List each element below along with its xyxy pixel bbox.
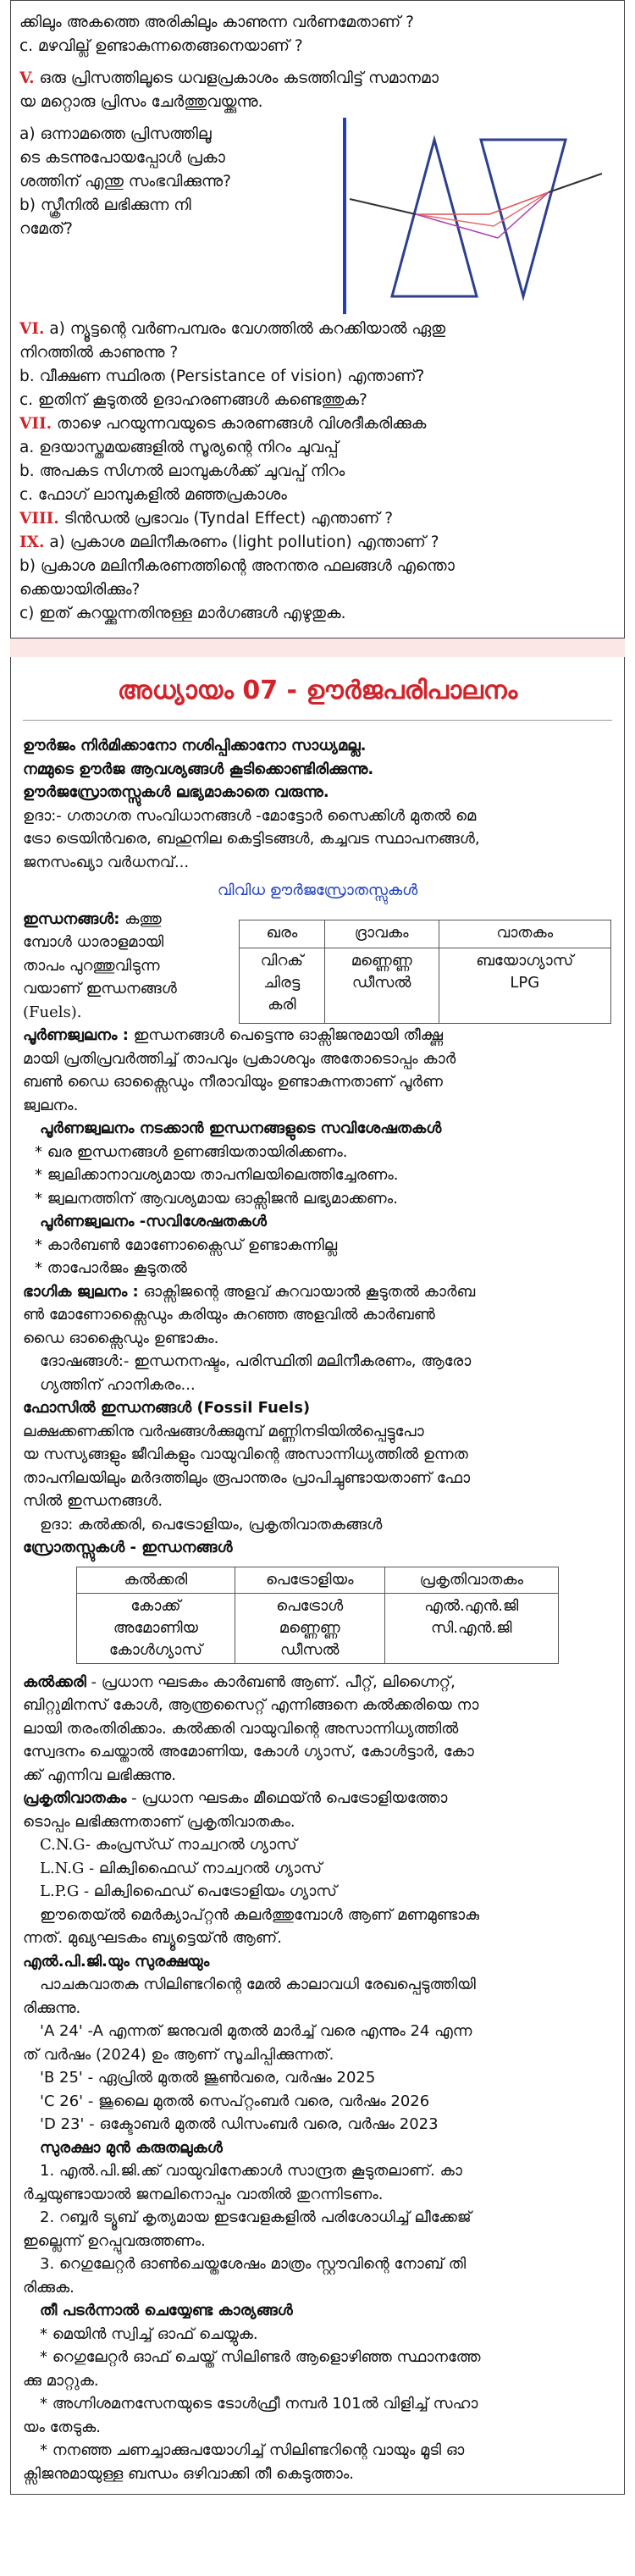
abbreviation: L.N.G -: [40, 1859, 95, 1877]
definition-text: - പ്രധാന ഘടകം മീഥെയ്ൻ പെട്രോളിയത്തോ: [126, 1789, 448, 1807]
example-line: ഉദാ:- ഗതാഗത സംവിധാനങ്ങൾ -മോട്ടോർ സൈക്കിൾ മുതൽ മെ: [23, 806, 477, 825]
table-cell: എൽ.എൻ.ജി സി.എൻ.ജി: [384, 1593, 558, 1663]
question-line: a. ഉദയാസ്തമയങ്ങളിൽ സൂര്യന്റെ നിറം ചുവപ്പ്: [19, 439, 339, 456]
definition-text: ഇന്ധനങ്ങൾ പെട്ടെന്നു ഓക്സിജനുമായി തീക്ഷ്ണ: [128, 1026, 444, 1044]
definition-text: ഓക്സിജന്റെ അളവ് കുറവായാൽ കൂടുതൽ കാർബ: [138, 1282, 476, 1301]
subheading: പൂർണജ്വലനം -സവിശേഷതകൾ: [40, 1213, 267, 1230]
question-number: IX.: [19, 533, 45, 551]
example-line: ട്രോ ട്രെയിൻവരെ, ബഹുനില കെട്ടിടങ്ങൾ, കച്ചവട സ്ഥാപനങ്ങൾ,: [23, 830, 480, 848]
question-line: ടെ കടന്നുപോയപ്പോൾ പ്രകാ: [19, 149, 225, 167]
list-item: * അഗ്നിശമനസേനയുടെ ടോൾഫ്രീ നമ്പർ 101ൽ വിളിച്ച് സഹാ: [40, 2395, 478, 2413]
question-line: b. അപകട സിഗ്നൽ ലാമ്പുകൾക്ക് ചുവപ്പ് നിറം: [19, 462, 345, 480]
question-6: [19, 318, 616, 341]
questions-box: [10, 0, 625, 638]
term: പ്രകൃതിവാതകം: [23, 1789, 127, 1807]
subheading: ഫോസിൽ ഇന്ധനങ്ങൾ (Fossil Fuels): [23, 1399, 311, 1417]
question-line: c. ഇതിന് കൂടുതൽ ഉദാഹരണങ്ങൾ കണ്ടെത്തുക?: [19, 391, 367, 409]
fossil-source-table: [76, 1567, 559, 1664]
table-row: [77, 1593, 559, 1663]
question-line: b) പ്രകാശ മലിനീകരണത്തിന്റെ അനന്തര ഫലങ്ങൾ എന്തൊ: [19, 557, 455, 575]
prism-question-text: [19, 114, 333, 318]
question-line: നിറത്തിൽ കാണുന്നു ?: [19, 344, 179, 362]
table-header: ഖരം: [240, 920, 325, 948]
definition-line: ക്ക് എന്നിവ ലഭിക്കുന്നു.: [23, 1766, 176, 1784]
example-line: ജനസംഖ്യാ വർധനവ്...: [23, 853, 190, 871]
question-text: a) ന്യൂട്ടന്റെ വർണപമ്പരം വേഗത്തിൽ കറക്കിയാൽ ഏതു: [49, 320, 446, 338]
expiry-code: ത് വർഷം (2024) ഉം ആണ് സൂചിപ്പിക്കുന്നത്.: [23, 2045, 334, 2064]
definition-text: ലിക്വിഫൈഡ് പെട്രോളിയം ഗ്യാസ്: [89, 1882, 337, 1900]
question-line: റമേത്?: [19, 220, 73, 238]
question-text: താഴെ പറയുന്നവയുടെ കാരണങ്ങൾ വിശദീകരിക്കുക: [57, 415, 427, 433]
definition-line: സിൽ ഇന്ധനങ്ങൾ.: [23, 1492, 163, 1510]
abbreviation: L.P.G -: [40, 1882, 90, 1900]
question-line: b. വീക്ഷണ സ്ഥിരത (Persistance of vision) എന്താണ്?: [19, 368, 425, 385]
abbreviation: C.N.G-: [40, 1836, 91, 1854]
fuel-state-table: [239, 920, 611, 1025]
section-separator: [10, 638, 625, 657]
list-item: 3. റെഗുലേറ്റർ ഓൺചെയ്തശേഷം മാത്രം സ്റ്റൗവിന്റെ നോബ് തി: [40, 2255, 467, 2273]
list-item: 2. റബ്ബർ ട്യൂബ് കൃത്യമായ ഇടവേളകളിൽ പരിശോധിച്ച് ലീക്കേജ്: [40, 2208, 472, 2226]
definition-line: ലക്ഷക്കണക്കിനു വർഷങ്ങൾക്കുമുമ്പ് മണ്ണിനടിയിൽപ്പെട്ടുപോ: [23, 1422, 424, 1440]
list-item: * റെഗുലേറ്റർ ഓഫ് ചെയ്ത് സിലിണ്ടർ ആളൊഴിഞ്ഞ സ്ഥാനത്തേ: [40, 2348, 481, 2366]
table-header: വാതകം: [439, 920, 610, 948]
question-text: ടിൻഡൽ പ്രഭാവം (Tyndal Effect) എന്താണ് ?: [64, 510, 394, 528]
question-line: c. മഴവില്ല് ഉണ്ടാകുന്നതെങ്ങനെയാണ് ?: [19, 37, 303, 55]
list-item: * ജ്വലനത്തിന് ആവശ്യമായ ഓക്സിജൻ ലഭ്യമാക്കണം.: [35, 1189, 398, 1208]
fuels-block: [23, 908, 612, 1025]
list-item: * ജ്വലിക്കാനാവശ്യമായ താപനിലയിലെത്തിച്ചേരണം.: [35, 1166, 399, 1184]
question-line: c) ഇത് കുറയ്ക്കുന്നതിനുള്ള മാർഗങ്ങൾ എഴുതുക.: [19, 605, 346, 622]
definition-line: ഈതെയ്ൽ മെർക്യാപ്റ്റൻ കലർത്തുമ്പോൾ ആണ് മണമുണ്ടാകു: [40, 1905, 480, 1924]
list-item: യം തേടുക.: [23, 2418, 101, 2436]
definition-line: യ സസ്യങ്ങളും ജീവികളും വായുവിന്റെ അസാന്നിധ്യത്തിൽ ഉന്നത: [23, 1446, 468, 1463]
definition-line: താപനിലയിലും മർദത്തിലും രൂപാന്തരം പ്രാപിച്ചുണ്ടായതാണ് ഫോ: [23, 1468, 471, 1487]
question-number: VII.: [19, 415, 52, 433]
definition-line: വയാണ് ഇന്ധനങ്ങൾ: [23, 980, 177, 998]
sources-heading: വിവിധ ഊർജസ്രോതസ്സുകൾ: [217, 882, 418, 899]
expiry-code: 'C 26' - ജൂലൈ മുതൽ സെപ്റ്റംബർ വരെ, വർഷം 2026: [40, 2092, 430, 2110]
subheading: തീ പടർന്നാൽ ചെയ്യേണ്ട കാര്യങ്ങൾ: [40, 2302, 293, 2319]
question-9: [19, 531, 616, 555]
definition-line: ബൺ ഡൈ ഓക്സൈഡും നീരാവിയും ഉണ്ടാകുന്നതാണ് പൂർണ: [23, 1073, 443, 1091]
table-cell: കോക്ക് അമോണിയ കോൾഗ്യാസ്: [77, 1593, 235, 1663]
definition-line: ഗ്യത്തിന് ഹാനികരം...: [40, 1375, 196, 1394]
definition-line: ൺ മോണോക്സൈഡും കരിയും കുറഞ്ഞ അളവിൽ കാർബൺ: [23, 1306, 435, 1324]
question-line: a) ഒന്നാമത്തെ പ്രിസത്തിലൂ: [19, 125, 212, 143]
question-line: ശത്തിന് എന്തു സംഭവിക്കുന്നു?: [19, 173, 231, 191]
list-item: ഇല്ലെന്ന് ഉറപ്പുവരുത്തണം.: [23, 2231, 206, 2250]
definition-text: കത്തു: [119, 909, 162, 928]
diagram-background: [333, 114, 612, 318]
definition-text: - പ്രധാന ഘടകം കാർബൺ ആണ്. പീറ്റ്, ലിഗ്നൈറ്റ്,: [86, 1672, 456, 1691]
definition-line: താപം പുറത്തുവിടുന്ന: [23, 956, 160, 975]
question-text: a) പ്രകാശ മലിനീകരണം (light pollution) എന്താണ് ?: [49, 533, 439, 551]
definition-line: ന്നത്. മുഖ്യഘടകം ബ്യൂട്ടെയ്ൻ ആണ്.: [23, 1929, 282, 1947]
table-header: കൽക്കരി: [77, 1567, 235, 1593]
table-header-row: [240, 920, 611, 948]
list-item: ക്കു മാറ്റുക.: [23, 2371, 99, 2390]
table-cell: മണ്ണെണ്ണ ഡീസൽ: [324, 948, 439, 1023]
definition-line: ടൊപ്പം ലഭിക്കുന്നതാണ് പ്രകൃതിവാതകം.: [23, 1812, 295, 1831]
table-header-row: [77, 1567, 559, 1593]
term: കൽക്കരി: [23, 1672, 86, 1691]
table-cell: വിറക് ചിരട്ട കരി: [240, 948, 325, 1023]
intro-line: നമ്മുടെ ഊർജ ആവശ്യങ്ങൾ കൂടിക്കൊണ്ടിരിക്കുന്നു.: [23, 760, 374, 778]
definition-line: ജ്വലനം.: [23, 1096, 79, 1114]
question-number: VI.: [19, 320, 45, 338]
definition-line: ദോഷങ്ങൾ:- ഇന്ധനനഷ്ടം, പരിസ്ഥിതി മലിനീകരണം, ആരോ: [40, 1352, 472, 1370]
table-cell: ബയോഗ്യാസ് LPG: [439, 948, 610, 1023]
definition-line: പാചകവാതക സിലിണ്ടറിന്റെ മേൽ കാലാവധി രേഖപ്പെടുത്തിയി: [40, 1976, 476, 1993]
list-item: രിക്കുക.: [23, 2278, 75, 2297]
definition-line: മായി പ്രതിപ്രവർത്തിച്ച് താപവും പ്രകാശവും അതോടൊപ്പം കാർ: [23, 1049, 456, 1068]
question-number: VIII.: [19, 510, 59, 528]
term: ഇന്ധനങ്ങൾ:: [23, 909, 120, 928]
list-item: * കാർബൺ മോണോക്സൈഡ് ഉണ്ടാകുന്നില്ല: [35, 1235, 338, 1254]
list-item: * നനഞ്ഞ ചണച്ചാക്കുപയോഗിച്ച് സിലിണ്ടറിന്റെ വായും മൂടി ഓ: [40, 2441, 465, 2459]
list-item: 1. എൽ.പി.ജി.ക്ക് വായുവിനേക്കാൾ സാന്ദ്രത കൂടുതലാണ്. കാ: [40, 2162, 462, 2180]
intro-line: ഊർജം നിർമിക്കാനോ നശിപ്പിക്കാനോ സാധ്യമല്ല.: [23, 737, 367, 755]
question-line: ക്കെയായിരിക്കും?: [19, 581, 141, 599]
question-number: V.: [19, 69, 35, 87]
definition-text: കംപ്രസ്ഡ് നാച്വറൽ ഗ്യാസ്: [90, 1836, 297, 1854]
prism-question: [19, 114, 616, 318]
fuels-definition: [23, 908, 239, 1025]
expiry-code: 'D 23' - ഒക്ടോബർ മുതൽ ഡിസംബർ വരെ, വർഷം 2023: [40, 2115, 439, 2133]
table-header: ദ്രാവകം: [324, 920, 439, 948]
subheading: സുരക്ഷാ മുൻ കരുതലുകൾ: [40, 2138, 223, 2157]
example-line: ഉദാ: കൽക്കരി, പെട്രോളിയം, പ്രകൃതിവാതകങ്ങൾ: [40, 1515, 383, 1534]
list-item: * ഖര ഇന്ധനങ്ങൾ ഉണങ്ങിയതായിരിക്കണം.: [35, 1142, 348, 1161]
question-7: [19, 412, 616, 436]
list-item: * മെയിൻ സ്വിച്ച് ഓഫ് ചെയ്യുക.: [40, 2324, 258, 2343]
definition-line: ഡൈ ഓക്സൈഡും ഉണ്ടാകും.: [23, 1329, 219, 1347]
subheading: പൂർണജ്വലനം നടക്കാൻ ഇന്ധനങ്ങളുടെ സവിശേഷതകൾ: [40, 1119, 442, 1137]
question-5: [19, 67, 616, 91]
definition-line: ബിറ്റുമിനസ് കോൾ, ആന്ത്രസൈറ്റ് എന്നിങ്ങനെ കൽക്കരിയെ നാ: [23, 1696, 479, 1714]
list-item: * താപോർജം കൂടുതൽ: [35, 1259, 187, 1277]
question-text: ഒരു പ്രിസത്തിലൂടെ ധവളപ്രകാശം കടത്തിവിട്ട് സമാനമാ: [39, 69, 439, 87]
table-header: പ്രകൃതിവാതകം: [384, 1567, 558, 1593]
prism-diagram: [333, 114, 612, 318]
definition-line: (Fuels).: [23, 1003, 82, 1021]
list-item: ക്സിജനുമായുള്ള ബന്ധം ഒഴിവാക്കി തീ കെടുത്താം.: [23, 2464, 355, 2483]
chapter-section: [10, 657, 625, 2495]
question-line: ക്കിലും അകത്തെ അരികിലും കാണുന്ന വർണമേതാണ് ?: [19, 14, 414, 31]
definition-line: ലായി തരംതിരിക്കാം. കൽക്കരി വായുവിന്റെ അസാന്നിധ്യത്തിൽ: [23, 1719, 459, 1738]
table-header: പെട്രോളിയം: [235, 1567, 384, 1593]
divider: [23, 720, 612, 721]
question-line: b) സ്ക്രീനിൽ ലഭിക്കുന്ന നി: [19, 196, 191, 214]
table-row: [240, 948, 611, 1023]
chapter-title: അധ്യായം 07 - ഊർജപരിപാലനം: [117, 676, 518, 705]
term: ഭാഗിക ജ്വലനം :: [23, 1282, 139, 1301]
question-8: [19, 507, 616, 531]
question-line: c. ഫോഗ് ലാമ്പുകളിൽ മഞ്ഞപ്രകാശം: [19, 486, 287, 504]
question-line: യ മറ്റൊരു പ്രിസം ചേർത്തുവയ്ക്കുന്നു.: [19, 93, 263, 111]
expiry-code: 'B 25' - ഏപ്രിൽ മുതൽ ജൂൺവരെ, വർഷം 2025: [40, 2069, 376, 2087]
subheading: എൽ.പി.ജി.യും സുരക്ഷയും: [23, 1952, 210, 1971]
expiry-code: 'A 24' -A എന്നത് ജനുവരി മുതൽ മാർച്ച് വരെ എന്നും 24 എന്ന: [40, 2022, 472, 2040]
table-cell: പെട്രോൾ മണ്ണെണ്ണ ഡീസൽ: [235, 1593, 384, 1663]
definition-line: മ്പോൾ ധാരാളമായി: [23, 933, 164, 951]
definition-text: ലിക്വിഫൈഡ് നാച്വറൽ ഗ്യാസ്: [94, 1859, 323, 1877]
intro-line: ഊർജസ്രോതസ്സുകൾ ലഭ്യമാകാതെ വരുന്നു.: [23, 783, 329, 801]
subheading: സ്രോതസ്സുകൾ - ഇന്ധനങ്ങൾ: [23, 1539, 233, 1556]
list-item: ർച്ചയുണ്ടായാൽ ജനലിനൊപ്പം വാതിൽ തുറന്നിടണം.: [23, 2185, 384, 2203]
definition-line: സ്വേദനം ചെയ്താൽ അമോണിയ, കോൾ ഗ്യാസ്, കോൾട്ടാർ, കോ: [23, 1743, 474, 1761]
definition-line: രിക്കുന്നു.: [23, 1998, 81, 2017]
term: പൂർണജ്വലനം :: [23, 1026, 129, 1044]
